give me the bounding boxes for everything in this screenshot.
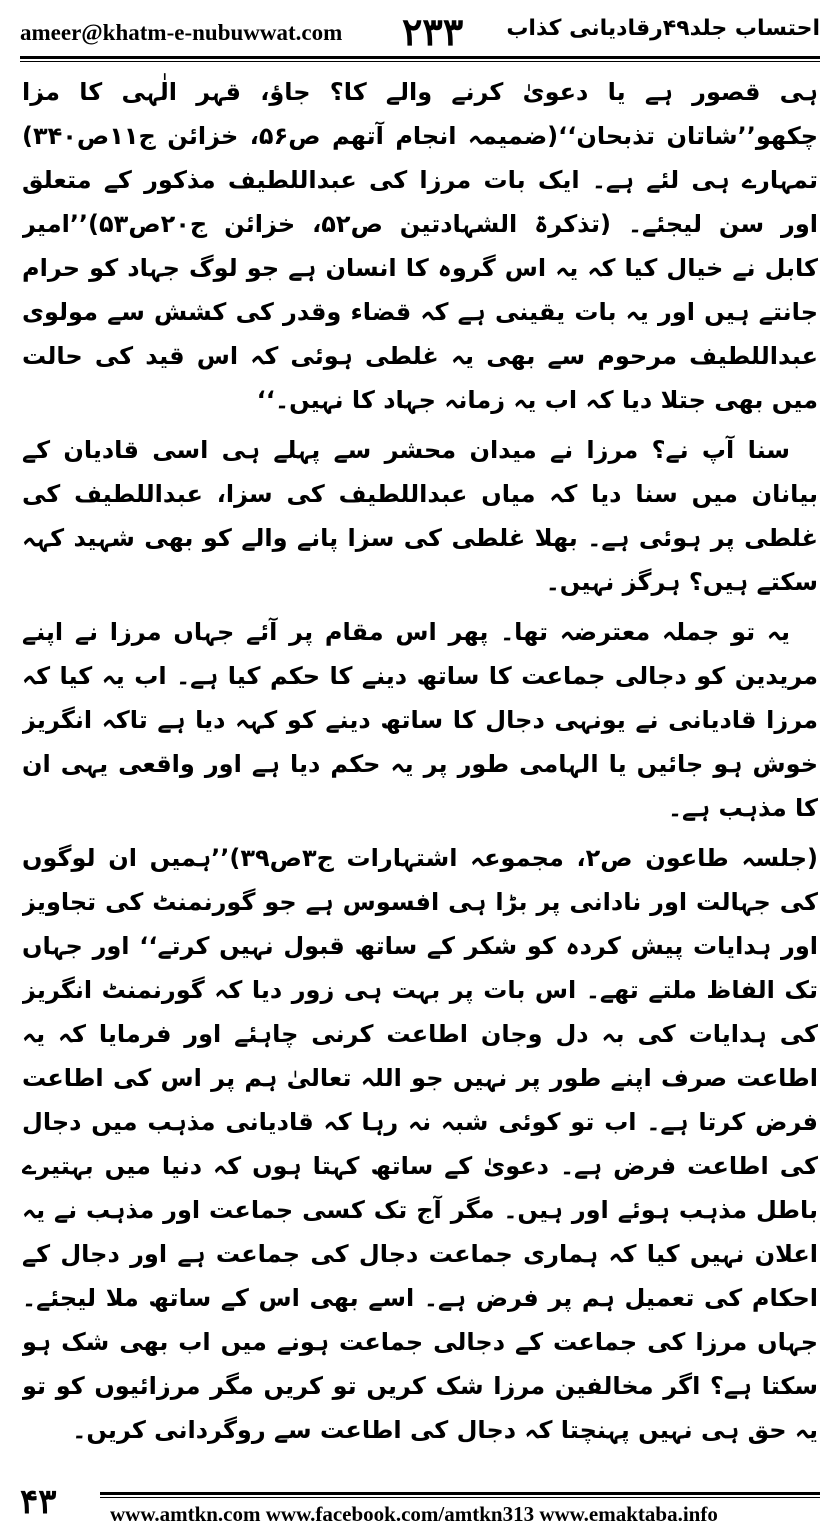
- paragraph-2: سنا آپ نے؟ مرزا نے میدان محشر سے پہلے ہی اسی قادیان کے بیانان میں سنا دیا کہ میاں عبداللطیف کی سزا، عبداللطیف کی غلطی پر ہوئی ہے۔ بھلا غلطی کی سزا پانے والے کو بھی شہید کہہ سکتے ہیں؟ ہرگز نہیں۔: [22, 436, 818, 596]
- header-book-title: احتساب جلد۴۹رقادیانی کذاب: [506, 16, 820, 41]
- page-footer: [20, 1480, 820, 1532]
- footer-website-links: www.amtkn.com www.facebook.com/amtkn313 www.emaktaba.info: [110, 1502, 718, 1526]
- header-rule-thin: [20, 61, 820, 62]
- header-email: ameer@khatm-e-nubuwwat.com: [20, 20, 343, 45]
- paragraph-4: (جلسہ طاعون ص۲، مجموعہ اشتہارات ج۳ص۳۹)’’ہمیں ان لوگوں کی جہالت اور نادانی پر بڑا ہی افسوس ہے جو گورنمنٹ کی تجاویز اور ہدایات پیش کردہ کو شکر کے ساتھ قبول نہیں کرتے‘‘ اور جہاں تک الفاظ ملتے تھے۔ اس بات پر بہت ہی زور دیا کہ گورنمنٹ انگریز کی ہدایات کی بہ دل وجان اطاعت کرنی چاہئے اور فرمایا کہ یہ اطاعت صرف اپنے طور پر نہیں جو اللہ تعالیٰ ہم پر اس کی اطاعت فرض کرتا ہے۔ اب تو کوئی شبہ نہ رہا کہ قادیانی مذہب میں دجال کی اطاعت فرض ہے۔ دعویٰ کے ساتھ کہتا ہوں کہ دنیا میں بہتیرے باطل مذہب ہوئے اور ہیں۔ مگر آج تک کسی جماعت اور مذہب نے یہ اعلان نہیں کیا کہ ہماری جماعت دجال کی جماعت ہے اور دجال کے احکام کی تعمیل ہم پر فرض ہے۔ اسے بھی اس کے ساتھ ملا لیجئے۔ جہاں مرزا کی جماعت کے دجالی جماعت ہونے میں اب بھی شک ہو سکتا ہے؟ اگر مخالفین مرزا شک کریں تو کریں مگر مرزائیوں کو تو یہ حق ہی نہیں پہنچتا کہ دجال کی اطاعت سے روگردانی کریں۔: [22, 844, 818, 1444]
- footer-rule-thick: [100, 1492, 820, 1495]
- paragraph-5: [22, 1458, 818, 1462]
- footer-page-number: ۴۳: [20, 1482, 57, 1522]
- header-page-number: ۲۳۳: [402, 9, 464, 54]
- footer-rule-thin: [100, 1497, 820, 1498]
- page-body-text: [22, 70, 818, 1462]
- paragraph-1: ہی قصور ہے یا دعویٰ کرنے والے کا؟ جاؤ، قہر الٰہی کا مزا چکھو’’شاتان تذبحان‘‘(ضمیمہ انجام آتھم ص۵۶، خزائن ج۱۱ص۳۴۰) تمہارے ہی لئے ہے۔ ایک بات مرزا کی عبداللطیف مذکور کے متعلق اور سن لیجئے۔ (تذکرۃ الشہادتین ص۵۲، خزائن ج۲۰ص۵۳)’’امیر کابل نے خیال کیا کہ یہ اس گروہ کا انسان ہے جو لوگ جہاد کو حرام جانتے ہیں اور یہ بات یقینی ہے کہ قضاء وقدر کی کشش سے مولوی عبداللطیف مرحوم سے بھی یہ غلطی ہوئی کہ اس قید کی حالت میں بھی جتلا دیا کہ اب یہ زمانہ جہاد کا نہیں۔‘‘: [22, 78, 818, 414]
- page-header: [20, 9, 820, 54]
- header-rule-thick: [20, 56, 820, 59]
- paragraph-3: یہ تو جملہ معترضہ تھا۔ پھر اس مقام پر آئے جہاں مرزا نے اپنے مریدین کو دجالی جماعت کا ساتھ دینے کا حکم کیا ہے۔ اب یہ کیا کہ مرزا قادیانی نے یونہی دجال کا ساتھ دینے کو کہہ دیا ہے تاکہ انگریز خوش ہو جائیں یا الہامی طور پر یہ حکم دیا ہے اور واقعی یہی ان کا مذہب ہے۔: [22, 618, 818, 822]
